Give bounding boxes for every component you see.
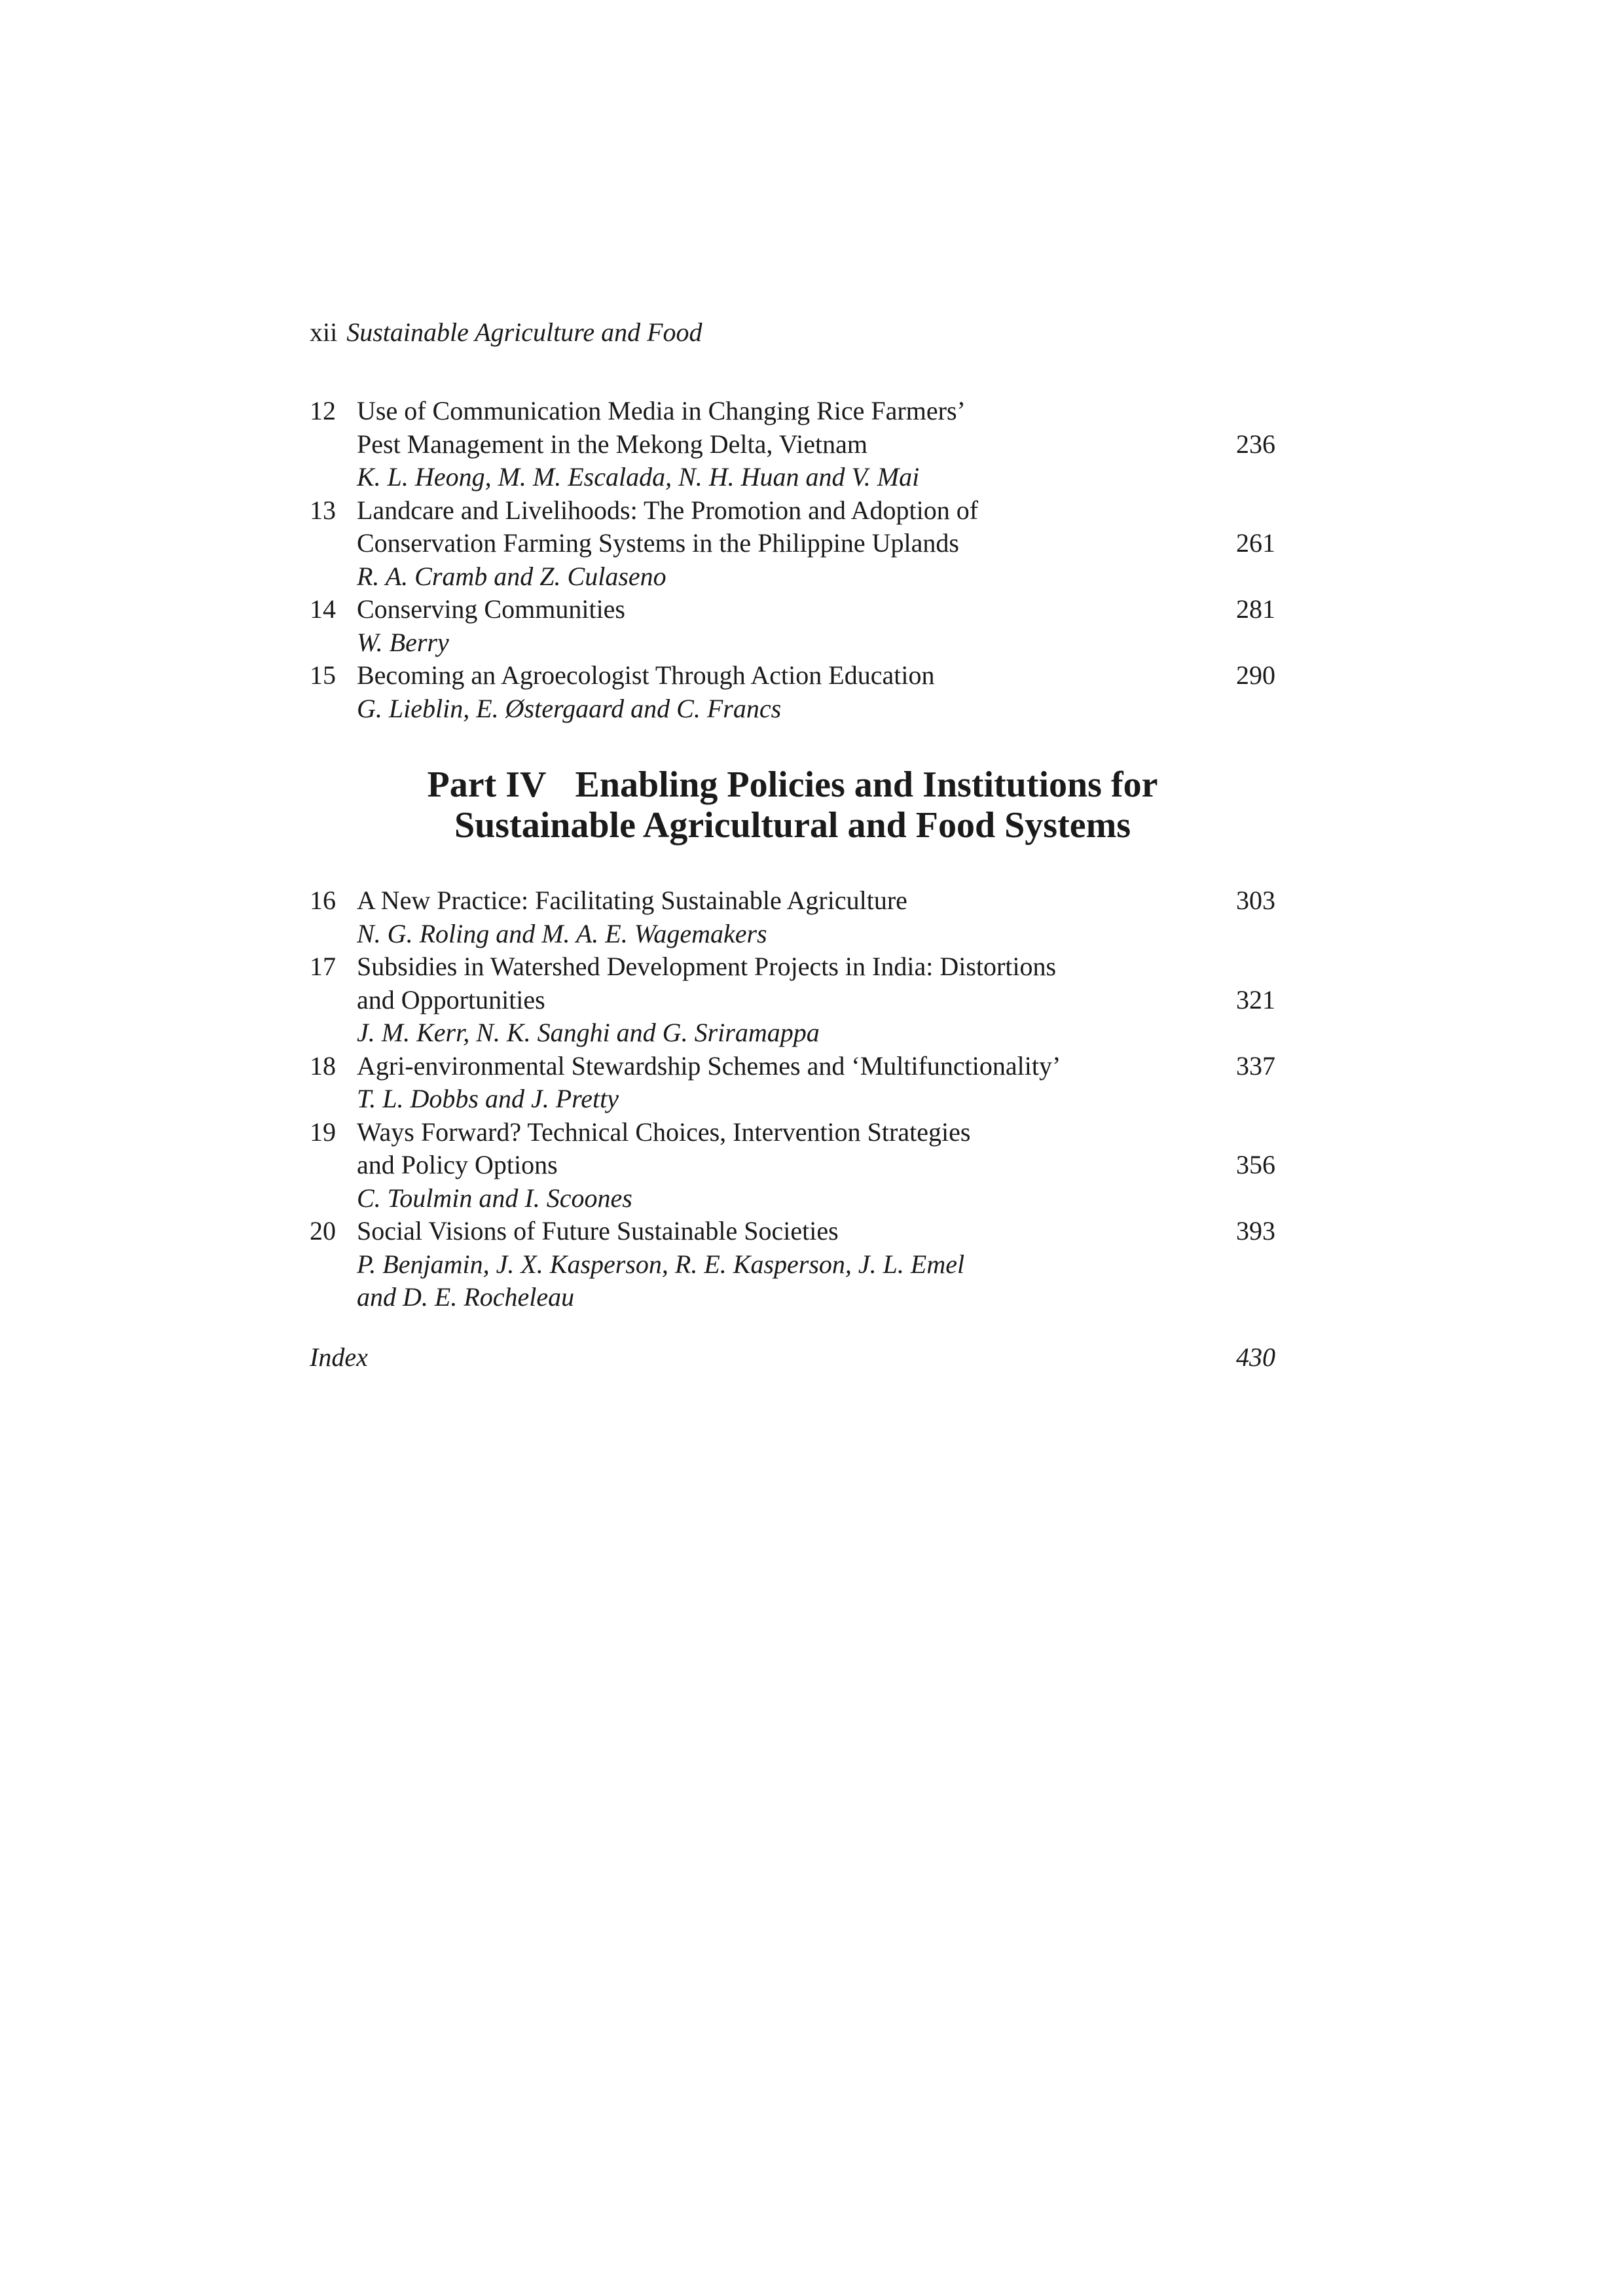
chapter-number: 15 [310, 660, 336, 690]
chapter-authors: C. Toulmin and I. Scoones [357, 1183, 632, 1213]
toc-entry-17-authors [310, 1016, 1275, 1050]
index-page-number: 430 [1236, 1342, 1275, 1372]
chapter-title: Subsidies in Watershed Development Projects in India: Distortions [357, 952, 1057, 981]
chapter-title: Conservation Farming Systems in the Philippine Uplands [357, 528, 959, 558]
running-head-title: Sustainable Agriculture and Food [346, 317, 702, 347]
part-heading-line-1 [310, 764, 1275, 805]
chapter-title: Conserving Communities [357, 594, 625, 624]
chapter-number: 13 [310, 495, 336, 525]
chapter-page-number: 356 [1236, 1150, 1275, 1179]
chapter-title: Pest Management in the Mekong Delta, Vietnam [357, 429, 868, 459]
chapter-page-number: 236 [1236, 429, 1275, 459]
part-title-line-1: Enabling Policies and Institutions for [575, 764, 1158, 805]
chapter-page-number: 303 [1236, 886, 1275, 915]
chapter-title: and Opportunities [357, 984, 545, 1014]
toc-entry-12-line-1 [310, 395, 1275, 428]
toc-entry-19-authors [310, 1182, 1275, 1215]
toc-index-entry [310, 1340, 1275, 1374]
chapter-page-number: 337 [1236, 1050, 1275, 1081]
toc-entry-17-line-2 [310, 984, 1275, 1017]
part-iv-heading [310, 764, 1275, 846]
chapter-authors: G. Lieblin, E. Østergaard and C. Francs [357, 693, 782, 723]
toc-entry-13-line-1 [310, 494, 1275, 528]
chapter-page-number: 281 [1236, 594, 1275, 624]
toc-entry-15-line-1 [310, 659, 1275, 692]
chapter-page-number: 261 [1236, 528, 1275, 558]
chapter-number: 12 [310, 396, 336, 425]
chapter-authors: and D. E. Rocheleau [357, 1282, 575, 1312]
toc-entry-16-line-1 [310, 884, 1275, 918]
toc-part-4-entries [310, 884, 1275, 1314]
chapter-number: 16 [310, 886, 336, 915]
chapter-number: 14 [310, 594, 336, 624]
chapter-number: 20 [310, 1216, 336, 1246]
toc-entry-17-line-1 [310, 950, 1275, 984]
toc-entry-20-line-1 [310, 1215, 1275, 1248]
chapter-number: 19 [310, 1117, 336, 1147]
chapter-title: Ways Forward? Technical Choices, Intervention Strategies [357, 1117, 971, 1147]
chapter-title: and Policy Options [357, 1150, 558, 1179]
chapter-authors: P. Benjamin, J. X. Kasperson, R. E. Kasperson, J. L. Emel [357, 1249, 965, 1279]
toc-entry-13-line-2 [310, 527, 1275, 560]
toc-entry-20-authors-cont [310, 1281, 1275, 1314]
page-folio: xii [310, 317, 338, 347]
chapter-title: A New Practice: Facilitating Sustainable Agriculture [357, 886, 907, 915]
toc-entry-14-authors [310, 626, 1275, 660]
chapter-title: Agri-environmental Stewardship Schemes and ‘Multifunctionality’ [357, 1050, 1061, 1081]
chapter-title: Becoming an Agroecologist Through Action Education [357, 660, 935, 690]
chapter-authors: W. Berry [357, 627, 449, 657]
chapter-title: Social Visions of Future Sustainable Societies [357, 1216, 839, 1246]
toc-entry-16-authors [310, 918, 1275, 951]
chapter-title: Landcare and Livelihoods: The Promotion and Adoption of [357, 495, 979, 525]
chapter-page-number: 321 [1236, 984, 1275, 1014]
chapter-title: Use of Communication Media in Changing Rice Farmers’ [357, 396, 966, 425]
toc-entry-18-line-1 [310, 1050, 1275, 1083]
toc-entry-14-line-1 [310, 593, 1275, 626]
toc-part-3-entries [310, 395, 1275, 725]
index-label: Index [310, 1342, 368, 1372]
chapter-authors: J. M. Kerr, N. K. Sanghi and G. Sriramappa [357, 1018, 820, 1047]
toc-entry-15-authors [310, 692, 1275, 726]
running-head [310, 316, 702, 349]
chapter-page-number: 393 [1236, 1216, 1275, 1246]
chapter-authors: N. G. Roling and M. A. E. Wagemakers [357, 918, 767, 948]
chapter-number: 18 [310, 1050, 336, 1081]
toc-entry-20-authors [310, 1248, 1275, 1282]
chapter-page-number: 290 [1236, 660, 1275, 690]
chapter-authors: T. L. Dobbs and J. Pretty [357, 1084, 619, 1113]
toc-entry-12-line-2 [310, 428, 1275, 461]
toc-entry-13-authors [310, 560, 1275, 594]
toc-entry-19-line-2 [310, 1149, 1275, 1182]
part-title-line-2: Sustainable Agricultural and Food Systems [454, 805, 1131, 846]
toc-entry-19-line-1 [310, 1116, 1275, 1149]
chapter-authors: K. L. Heong, M. M. Escalada, N. H. Huan and V. Mai [357, 462, 920, 492]
toc-entry-18-authors [310, 1083, 1275, 1116]
part-label: Part IV [427, 764, 547, 805]
toc-entry-12-authors [310, 461, 1275, 494]
chapter-authors: R. A. Cramb and Z. Culaseno [357, 561, 666, 591]
chapter-number: 17 [310, 952, 336, 981]
